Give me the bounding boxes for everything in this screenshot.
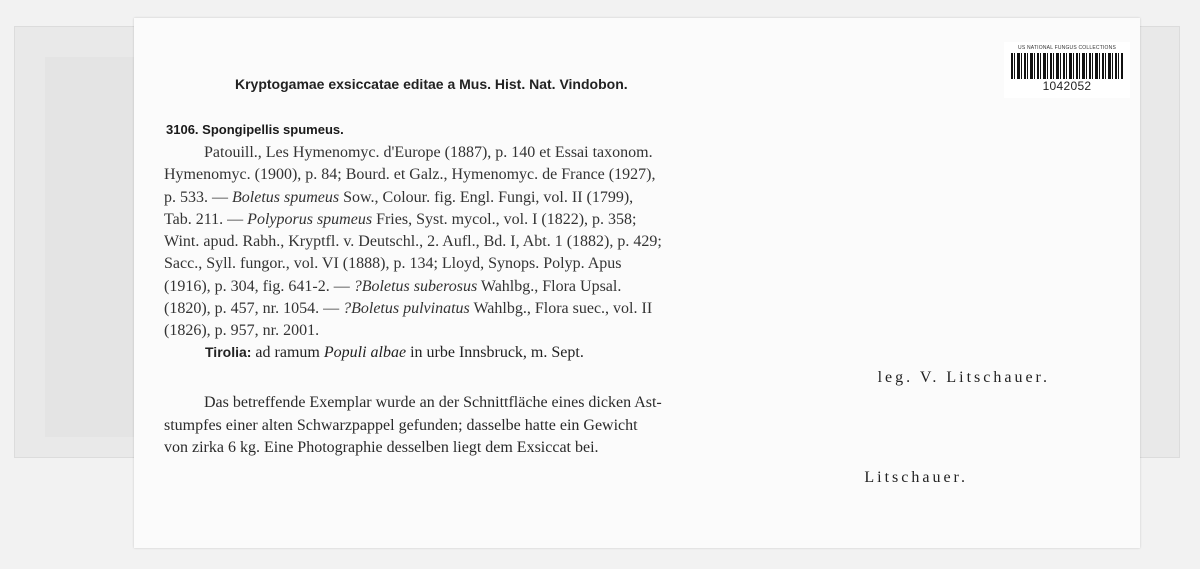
reference-line [164,276,994,298]
taxon-name: ?Boletus suberosus [353,277,478,295]
reference-text: (1826), p. 957, nr. 2001. [164,322,320,340]
locality-line [205,344,584,362]
reference-line [164,209,994,231]
signature: Litschauer. [864,469,968,486]
reference-text: p. 533. — [164,188,232,206]
reference-text: Tab. 211. — [164,210,248,228]
reference-text: Sow., Colour. fig. Engl. Fungi, vol. II (1799), [339,188,634,206]
reference-line [164,320,994,342]
label-header: Kryptogamae exsiccatae editae a Mus. Hist. Nat. Vindobon. [235,76,628,92]
collector-line: leg. V. Litschauer. [877,369,1050,386]
reference-text: (1916), p. 304, fig. 641-2. — [164,277,354,295]
reference-line [164,142,994,164]
reference-line [164,187,994,209]
specimen-name: 3106. Spongipellis spumeus. [166,122,344,137]
note-line: von zirka 6 kg. Eine Photographie desselben liegt dem Exsiccat bei. [164,439,599,456]
barcode-number: 1042052 [1042,79,1092,93]
reference-text: Sacc., Syll. fungor., vol. VI (1888), p. 134; Lloyd, Synops. Polyp. Apus [164,255,622,273]
note-block [164,392,994,460]
reference-text: Fries, Syst. mycol., vol. I (1822), p. 358; [372,210,637,228]
reference-line [164,253,994,275]
reference-text: Patouill., Les Hymenomyc. d'Europe (1887), p. 140 et Essai taxonom. [204,144,653,161]
taxon-name: Polyporus spumeus [247,210,373,228]
barcode-bars [1011,53,1123,79]
reference-line [164,231,994,253]
taxon-name: Boletus spumeus [232,188,340,206]
reference-text: Hymenomyc. (1900), p. 84; Bourd. et Galz., Hymenomyc. de France (1927), [164,166,656,184]
locality-region: Tirolia: [205,344,252,360]
locality-post: in urbe Innsbruck, m. Sept. [406,344,584,361]
reference-text: (1820), p. 457, nr. 1054. — [164,300,344,318]
note-line: stumpfes einer alten Schwarzpappel gefunden; dasselbe hatte ein Gewicht [164,416,638,434]
reference-line [164,164,994,186]
note-line: Das betreffende Exemplar wurde an der Schnittfläche eines dicken Ast- [204,394,662,411]
reference-text: Wahlbg., Flora suec., vol. II [469,300,653,318]
barcode-institution: US NATIONAL FUNGUS COLLECTIONS [1018,45,1116,51]
reference-text: Wint. apud. Rabh., Kryptfl. v. Deutschl., 2. Aufl., Bd. I, Abt. 1 (1882), p. 429; [164,233,662,251]
references-block [164,142,994,343]
barcode-label [1004,42,1130,98]
reference-line [164,298,994,320]
locality-pre: ad ramum [251,344,324,361]
taxon-name: ?Boletus pulvinatus [343,300,470,318]
reference-text: Wahlbg., Flora Upsal. [477,277,622,295]
locality-host: Populi albae [323,344,407,361]
